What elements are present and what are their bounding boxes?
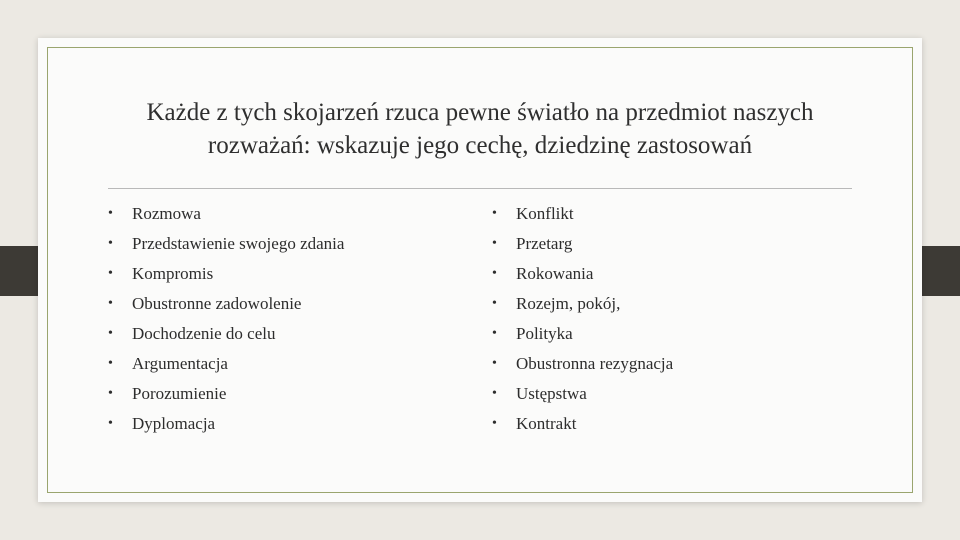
bullet-icon: • <box>492 356 497 371</box>
list-item <box>492 289 673 319</box>
list-item-label: Obustronna rezygnacja <box>516 354 674 373</box>
bullet-icon: • <box>492 296 497 311</box>
list-item-label: Dyplomacja <box>132 414 216 433</box>
list-item <box>492 379 673 409</box>
list-item-label: Dochodzenie do celu <box>132 324 276 343</box>
list-item <box>492 409 673 439</box>
list-item-label: Rozejm, pokój, <box>516 294 621 313</box>
bullet-icon: • <box>108 386 113 401</box>
list-item-label: Rozmowa <box>132 204 201 223</box>
title-divider <box>108 188 852 189</box>
bullet-icon: • <box>492 266 497 281</box>
list-item-label: Przedstawienie swojego zdania <box>132 234 345 253</box>
bullet-icon: • <box>492 386 497 401</box>
list-item <box>108 319 344 349</box>
list-item <box>108 229 344 259</box>
list-item <box>492 259 673 289</box>
list-item-label: Polityka <box>516 324 573 343</box>
list-item <box>492 199 673 229</box>
bullet-icon: • <box>492 326 497 341</box>
list-item <box>108 379 344 409</box>
list-item-label: Ustępstwa <box>516 384 587 403</box>
bullet-icon: • <box>108 206 113 221</box>
left-bullet-list <box>108 199 344 439</box>
right-bullet-list <box>492 199 673 439</box>
slide-title-line-2: rozważań: wskazuje jego cechę, dziedzinę zastosowań <box>207 132 753 159</box>
list-item <box>108 409 344 439</box>
bullet-icon: • <box>108 296 113 311</box>
list-item <box>108 349 344 379</box>
bullet-icon: • <box>108 326 113 341</box>
bullet-icon: • <box>108 356 113 371</box>
bullet-icon: • <box>492 236 497 251</box>
list-item-label: Rokowania <box>516 264 594 283</box>
list-item <box>108 259 344 289</box>
list-item <box>108 199 344 229</box>
list-item <box>492 349 673 379</box>
list-item <box>492 229 673 259</box>
list-item-label: Kontrakt <box>516 414 577 433</box>
list-item-label: Konflikt <box>516 204 574 223</box>
list-item-label: Argumentacja <box>132 354 228 373</box>
bullet-icon: • <box>492 416 497 431</box>
list-item-label: Kompromis <box>132 264 214 283</box>
bullet-icon: • <box>108 416 113 431</box>
bullet-icon: • <box>108 266 113 281</box>
bullet-icon: • <box>492 206 497 221</box>
list-item-label: Przetarg <box>516 234 573 253</box>
list-item-label: Porozumienie <box>132 384 227 403</box>
slide-title <box>60 96 900 162</box>
list-item-label: Obustronne zadowolenie <box>132 294 302 313</box>
list-item <box>492 319 673 349</box>
bullet-icon: • <box>108 236 113 251</box>
list-item <box>108 289 344 319</box>
slide-title-line-1: Każde z tych skojarzeń rzuca pewne światło na przedmiot naszych <box>146 99 814 126</box>
